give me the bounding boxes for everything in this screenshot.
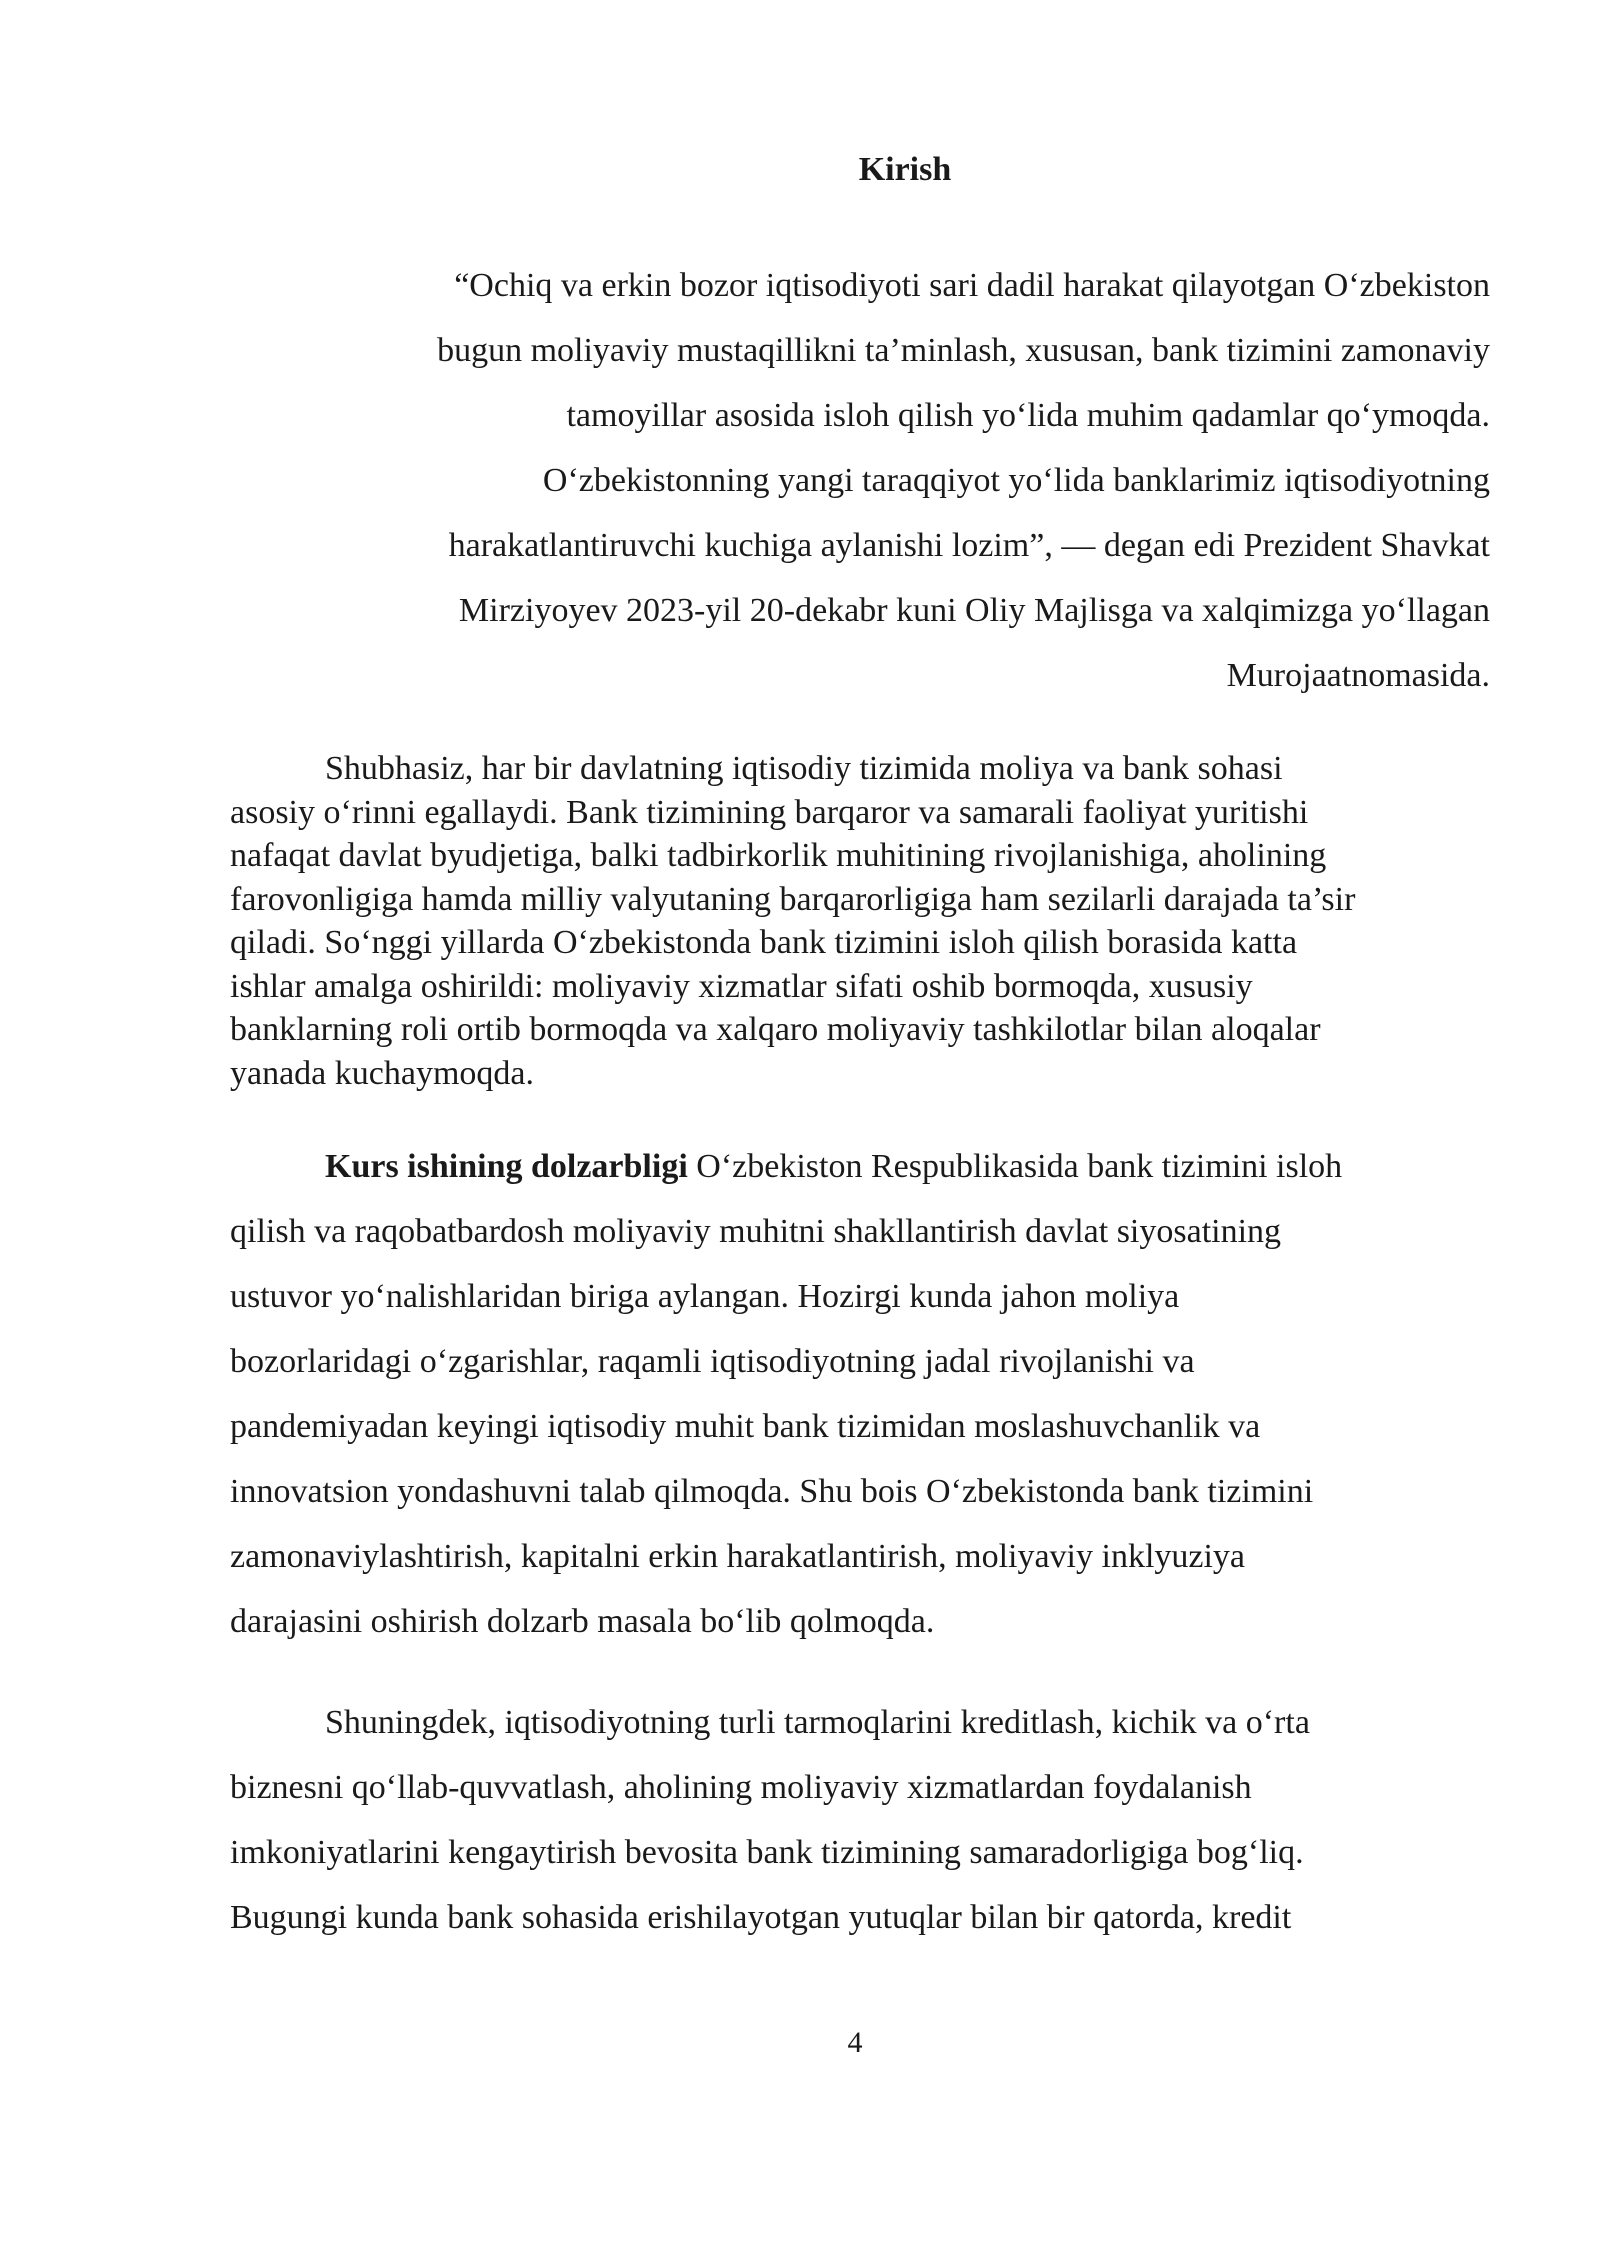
epigraph-line: Mirziyoyev 2023-yil 20-dekabr kuni Oliy Majlisga va xalqimizga yo‘llagan [458,592,1490,629]
paragraph-line: yanada kuchaymoqda. [230,1054,534,1092]
epigraph-line: tamoyillar asosida isloh qilish yo‘lida muhim qadamlar qo‘ymoqda. [566,397,1490,434]
paragraph-line: qilish va raqobatbardosh moliyaviy muhitni shakllantirish davlat siyosatining [230,1213,1282,1250]
paragraph-line: darajasini oshirish dolzarb masala bo‘lib qolmoqda. [230,1603,935,1640]
paragraph-relevance [230,1134,1500,1654]
section-heading: Kirish [858,151,952,188]
paragraph-line: zamonaviylashtirish, kapitalni erkin harakatlantirish, moliyaviy inklyuziya [230,1538,1246,1575]
paragraph-introduction [230,747,1500,1095]
paragraph-line: banklarning roli ortib bormoqda va xalqaro moliyaviy tashkilotlar bilan aloqalar [230,1011,1321,1048]
paragraph-line: pandemiyadan keyingi iqtisodiy muhit bank tizimidan moslashuvchanlik va [230,1408,1261,1445]
paragraph-line: ishlar amalga oshirildi: moliyaviy xizmatlar sifati oshib bormoqda, xususiy [230,967,1253,1005]
epigraph-line: harakatlantiruvchi kuchiga aylanishi lozim”, — degan edi Prezident Shavkat [448,527,1490,564]
paragraph-line: farovonligiga hamda milliy valyutaning barqarorligiga ham sezilarli darajada ta’sir [230,880,1356,918]
relevance-bold-lead: Kurs ishining dolzarbligi [325,1148,688,1185]
paragraph-line: nafaqat davlat byudjetiga, balki tadbirkorlik muhitining rivojlanishiga, aholining [230,837,1327,874]
epigraph-line: “Ochiq va erkin bozor iqtisodiyoti sari dadil harakat qilayotgan O‘zbekiston [454,267,1490,304]
paragraph-line: asosiy o‘rinni egallaydi. Bank tizimining barqaror va samarali faoliyat yuritishi [230,793,1309,831]
paragraph-line: qiladi. So‘nggi yillarda O‘zbekistonda bank tizimini isloh qilish borasida katta [230,924,1298,961]
paragraph-line: innovatsion yondashuvni talab qilmoqda. Shu bois O‘zbekistonda bank tizimini [230,1473,1314,1510]
page-number: 4 [847,2026,863,2059]
paragraph-line: Shuningdek, iqtisodiyotning turli tarmoqlarini kreditlash, kichik va o‘rta [325,1704,1310,1741]
epigraph-line: bugun moliyaviy mustaqillikni ta’minlash, xususan, bank tizimini zamonaviy [437,332,1490,369]
epigraph-quote [300,253,1490,708]
paragraph-line: imkoniyatlarini kengaytirish bevosita bank tizimining samaradorligiga bog‘liq. [230,1834,1304,1871]
paragraph-continuation [230,1690,1500,1950]
epigraph-line: Murojaatnomasida. [1226,657,1490,694]
paragraph-first-line [230,1134,1500,1199]
relevance-first-line-text: O‘zbekiston Respublikasida bank tizimini isloh [687,1148,1343,1185]
paragraph-line: Bugungi kunda bank sohasida erishilayotgan yutuqlar bilan bir qatorda, kredit [230,1899,1292,1936]
paragraph-line: bozorlaridagi o‘zgarishlar, raqamli iqtisodiyotning jadal rivojlanishi va [230,1343,1195,1380]
paragraph-line: biznesni qo‘llab-quvvatlash, aholining moliyaviy xizmatlardan foydalanish [230,1769,1252,1806]
paragraph-line: Shubhasiz, har bir davlatning iqtisodiy tizimida moliya va bank sohasi [325,750,1283,787]
paragraph-line: ustuvor yo‘nalishlaridan biriga aylangan. Hozirgi kunda jahon moliya [230,1278,1180,1315]
epigraph-line: O‘zbekistonning yangi taraqqiyot yo‘lida banklarimiz iqtisodiyotning [542,462,1490,499]
